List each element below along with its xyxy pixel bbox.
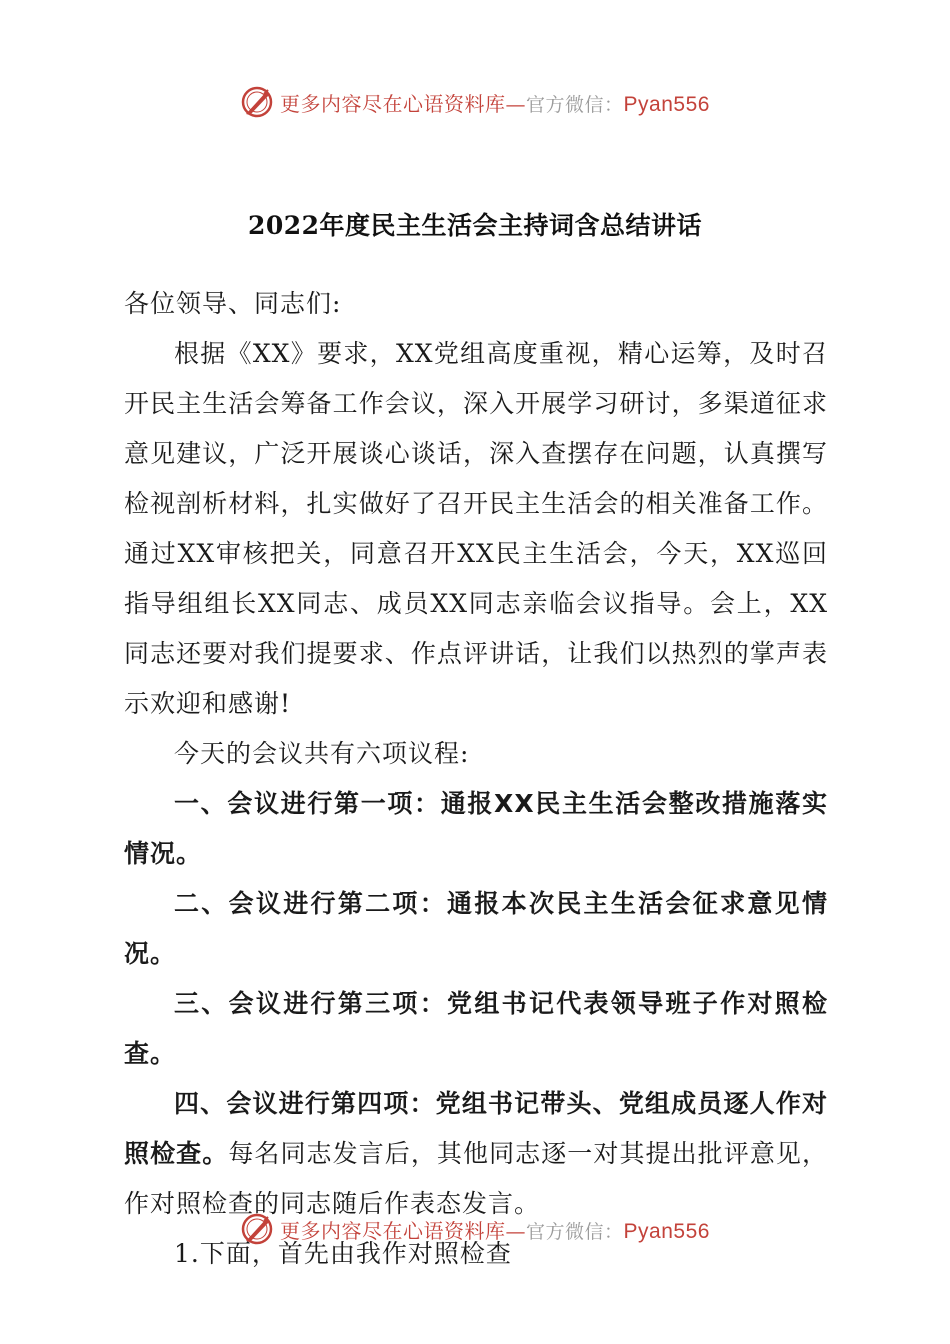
footer-watermark-banner bbox=[0, 1209, 950, 1249]
agenda-intro: 今天的会议共有六项议程: bbox=[174, 739, 470, 768]
opening-paragraph: 根据《XX》要求，XX党组高度重视，精心运筹，及时召开民主生活会筹备工作会议，深入开展学习研讨，多渠道征求意见建议，广泛开展谈心谈话，深入查摆存在问题，认真撰写检视剖析材料，扎实做好了召开民主生活会的相关准备工作。通过XX审核把关，同意召开XX民主生活会，今天，XX巡回指导组组长XX同志、成员XX同志亲临会议指导。会上，XX同志还要对我们提要求、作点评讲话，让我们以热烈的掌声表示欢迎和感谢! bbox=[124, 339, 828, 718]
agenda-item-2: 二、会议进行第二项：通报本次民主生活会征求意见情况。 bbox=[124, 889, 828, 968]
header-watermark-banner bbox=[0, 82, 950, 122]
banner-text: 更多内容尽在心语资料库—官方微信：Pyan556 bbox=[280, 91, 710, 116]
banner-text: 更多内容尽在心语资料库—官方微信：Pyan556 bbox=[280, 1218, 710, 1243]
agenda-item-3: 三、会议进行第三项：党组书记代表领导班子作对照检查。 bbox=[124, 989, 828, 1068]
agenda-item-1: 一、会议进行第一项：通报XX民主生活会整改措施落实情况。 bbox=[124, 789, 828, 868]
sub-item-1: 1.下面，首先由我作对照检查 bbox=[174, 1239, 512, 1268]
quill-pen-logo-icon bbox=[240, 85, 274, 119]
agenda-item-4-detail: 每名同志发言后，其他同志逐一对其提出批评意见，作对照检查的同志随后作表态发言。 bbox=[124, 1139, 828, 1218]
quill-pen-logo-icon bbox=[240, 1212, 274, 1246]
document-body bbox=[124, 279, 828, 1279]
agenda-item-4-heading: 四、会议进行第四项：党组书记带头、党组成员逐人作对照检查。 bbox=[124, 1089, 828, 1168]
document-title: 2022年度民主生活会主持词含总结讲话 bbox=[247, 211, 703, 240]
agenda-item-4 bbox=[124, 1079, 828, 1229]
salutation: 各位领导、同志们: bbox=[124, 289, 342, 318]
